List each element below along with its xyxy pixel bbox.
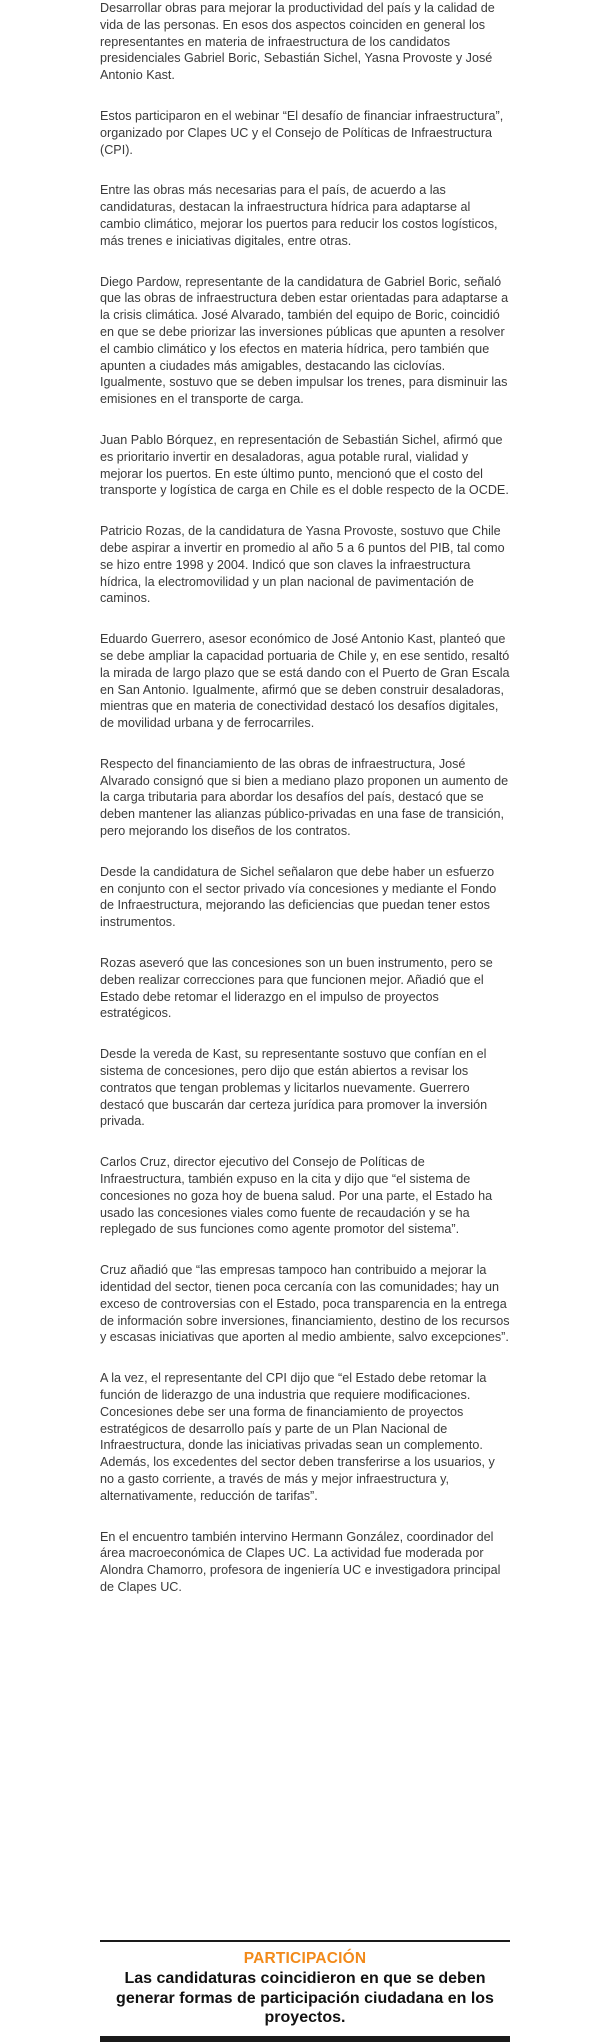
paragraph-financing-rozas: Rozas aseveró que las concesiones son un buen instrumento, pero se deben realizar correcciones para que funcionen mejor. Añadió que el Estado debe retomar el liderazgo en el impulso de proyectos estratégicos. <box>100 956 493 1021</box>
paragraph-financing-kast: Desde la vereda de Kast, su representante sostuvo que confían en el sistema de concesiones, pero dijo que están abiertos a revisar los contratos que tengan problemas y licitarlos nuevamente. Guerrero destacó que buscarán dar certeza jurídica para promover la inversión privada. <box>100 1047 488 1129</box>
article-body <box>100 0 510 1620</box>
paragraph-boric: Diego Pardow, representante de la candidatura de Gabriel Boric, señaló que las obras de infraestructura deben estar orientadas para adaptarse a la crisis climática. José Alvarado, también del equipo de Boric, coincidió en que se debe priorizar las inversiones públicas que apunten a resolver el cambio climático y los efectos en materia hídrica, pero también que apunten a ciudades más amigables, destacando las ciclovías. Igualmente, sostuvo que se deben impulsar los trenes, para disminuir las emisiones en el transporte de carga. <box>100 274 509 407</box>
paragraph-cruz-2: Cruz añadió que “las empresas tampoco han contribuido a mejorar la identidad del sector, tienen poca cercanía con las comunidades; hay un exceso de controversias con el Estado, poca transparencia en la entrega de información sobre inversiones, financiamiento, destino de los recursos y escasas iniciativas que aporten al medio ambiente, salvo excepciones”. <box>100 1263 510 1345</box>
paragraph-closing: En el encuentro también intervino Hermann González, coordinador del área macroeconómica de Clapes UC. La actividad fue moderada por Alondra Chamorro, profesora de ingeniería UC e investigadora principal de Clapes UC. <box>100 1529 501 1594</box>
paragraph-financing-boric: Respecto del financiamiento de las obras de infraestructura, José Alvarado consignó que si bien a mediano plazo proponen un aumento de la carga tributaria para abordar los desafíos del país, destacó que se deben mantener las alianzas público-privadas en una fase de transición, pero mejorando los diseños de los contratos. <box>100 756 509 839</box>
paragraph-cruz-1: Carlos Cruz, director ejecutivo del Consejo de Políticas de Infraestructura, también expuso en la cita y dijo que “el sistema de concesiones no goza hoy de buena salud. Por una parte, el Estado ha usado las concesiones viales como fuente de recaudación y se ha replegado de sus funciones como agente promotor del sistema”. <box>100 1155 493 1237</box>
pull-quote-text: Las candidaturas coincidieron en que se deben generar formas de participación ciudadana en los proyectos. <box>116 1970 494 2026</box>
paragraph-priority-works: Entre las obras más necesarias para el país, de acuerdo a las candidaturas, destacan la infraestructura hídrica para adaptarse al cambio climático, mejorar los puertos para reducir los costos logísticos, más trenes e iniciativas digitales, entre otras. <box>100 183 498 248</box>
pull-quote-box <box>100 1940 510 2028</box>
paragraph-financing-sichel: Desde la candidatura de Sichel señalaron que debe haber un esfuerzo en conjunto con el sector privado vía concesiones y mediante el Fondo de Infraestructura, mejorando las deficiencias que puedan tener estos instrumentos. <box>100 864 497 930</box>
paragraph-kast: Eduardo Guerrero, asesor económico de José Antonio Kast, planteó que se debe ampliar la capacidad portuaria de Chile y, en ese sentido, resaltó la mirada de largo plazo que se está dando con el Puerto de Gran Escala en San Antonio. Igualmente, afirmó que se deben construir desaladoras, mientras que en materia de conectividad destacó los desafíos digitales, de movilidad urbana y de ferrocarriles. <box>100 632 510 731</box>
paragraph-provoste: Patricio Rozas, de la candidatura de Yasna Provoste, sostuvo que Chile debe aspirar a invertir en promedio al año 5 a 6 puntos del PIB, tal como se hizo entre 1998 y 2004. Indicó que son claves la infraestructura hídrica, la electromovilidad y un plan nacional de pavimentación de caminos. <box>100 524 505 606</box>
paragraph-cpi: A la vez, el representante del CPI dijo que “el Estado debe retomar la función de liderazgo de una industria que requiere modificaciones. Concesiones debe ser una forma de financiamiento de proyectos estratégicos de desarrollo país y parte de un Plan Nacional de Infraestructura, donde las iniciativas privadas sean un complemento. Además, los excedentes del sector deben transferirse a los usuarios, y no a gasto corriente, a través de más y mejor infraestructura y, alternativamente, reducción de tarifas”. <box>100 1371 495 1503</box>
paragraph-intro: Desarrollar obras para mejorar la productividad del país y la calidad de vida de las personas. En esos dos aspectos coinciden en general los representantes en materia de infraestructura de los candidatos presidenciales Gabriel Boric, Sebastián Sichel, Yasna Provoste y José Antonio Kast. <box>100 1 495 83</box>
paragraph-sichel: Juan Pablo Bórquez, en representación de Sebastián Sichel, afirmó que es prioritario invertir en desaladoras, agua potable rural, vialidad y mejorar los puertos. En este último punto, mencionó que el costo del transporte y logística de carga en Chile es el doble respecto de la OCDE. <box>100 432 509 498</box>
pull-quote-label: PARTICIPACIÓN <box>243 1950 367 1967</box>
paragraph-webinar: Estos participaron en el webinar “El desafío de financiar infraestructura”, organizado por Clapes UC y el Consejo de Políticas de Infraestructura (CPI). <box>100 108 504 157</box>
pull-quote-bottom-rule <box>100 2036 510 2042</box>
